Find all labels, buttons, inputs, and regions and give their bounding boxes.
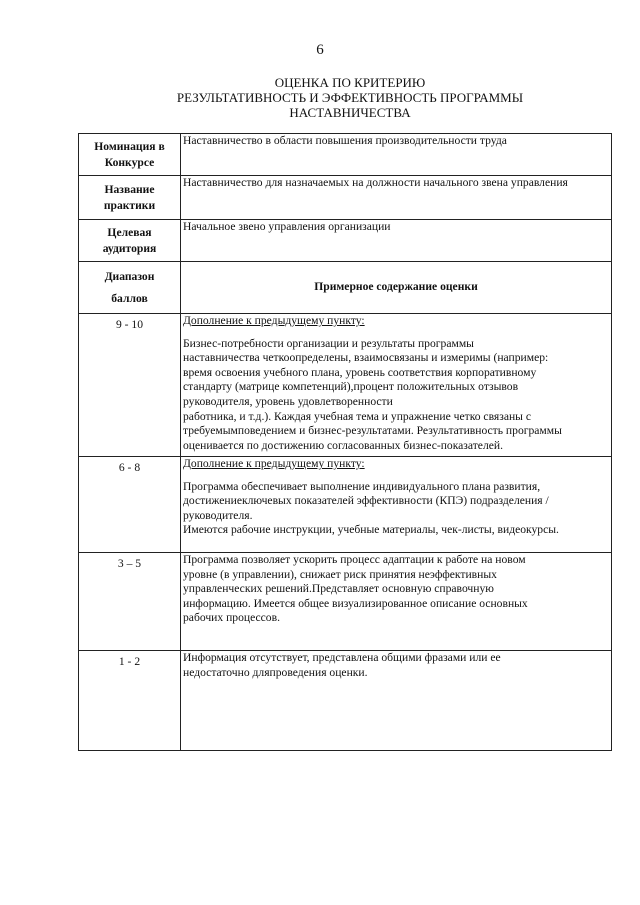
text-line: оценивается по достижению согласованных бизнес-показателей. <box>183 438 503 452</box>
text-line: Бизнес-потребности организации и результаты программы <box>183 336 474 350</box>
score-row-1-2 <box>79 651 612 751</box>
audience-label-line1: Целевая <box>107 225 152 239</box>
text-line: руководителя. <box>183 508 253 522</box>
document-title <box>100 75 600 120</box>
score-description-9-10 <box>181 314 612 457</box>
score-range-3-5: 3 – 5 <box>79 553 181 651</box>
text-line: уровне (в управлении), снижает риск принятия неэффективных <box>183 567 497 581</box>
nomination-value: Наставничество в области повышения производительности труда <box>181 134 612 176</box>
score-description-6-8 <box>181 457 612 553</box>
addition-note: Дополнение к предыдущему пункту: <box>183 457 365 470</box>
nomination-label-line2: Конкурсе <box>104 155 155 169</box>
range-header-line2: баллов <box>111 291 148 305</box>
text-line: руководителя, уровень удовлетворенности <box>183 394 393 408</box>
text-line: рабочих процессов. <box>183 611 280 625</box>
text-line: Программа позволяет ускорить процесс адаптации к работе на новом <box>183 553 526 566</box>
content-header: Примерное содержание оценки <box>181 262 612 314</box>
range-header-line1: Диапазон <box>104 269 155 283</box>
score-range-6-8: 6 - 8 <box>79 457 181 553</box>
info-row-audience <box>79 220 612 262</box>
text-line: Информация отсутствует, представлена общими фразами или ее <box>183 651 501 664</box>
score-range-9-10: 9 - 10 <box>79 314 181 457</box>
practice-label-line2: практики <box>103 198 156 212</box>
addition-note: Дополнение к предыдущему пункту: <box>183 314 365 327</box>
text-line: время освоения учебного плана, уровень соответствия корпоративному <box>183 365 537 379</box>
practice-value: Наставничество для назначаемых на должности начального звена управления <box>181 176 612 220</box>
text-line: Программа обеспечивает выполнение индивидуального плана развития, <box>183 479 541 493</box>
text-line: Имеются рабочие инструкции, учебные материалы, чек-листы, видеокурсы. <box>183 523 559 537</box>
text-line: управленческих решений.Представляет основную справочную <box>183 582 494 596</box>
nomination-label-line1: Номинация в <box>94 139 165 153</box>
audience-label-line2: аудитория <box>102 241 157 255</box>
score-row-3-5 <box>79 553 612 651</box>
practice-label <box>79 176 181 220</box>
audience-label <box>79 220 181 262</box>
text-line: наставничества четкоопределены, взаимосвязаны и измеримы (например: <box>183 351 549 365</box>
text-line: информацию. Имеется общее визуализированное описание основных <box>183 596 528 610</box>
score-range-1-2: 1 - 2 <box>79 651 181 751</box>
title-line-2: РЕЗУЛЬТАТИВНОСТЬ И ЭФФЕКТИВНОСТЬ ПРОГРАММЫ <box>176 90 524 105</box>
text-line: требуемымповедением и бизнес-результатами. Результативность программы <box>183 424 562 438</box>
page-number: 6 <box>316 42 324 58</box>
score-row-6-8 <box>79 457 612 553</box>
text-line: стандарту (матрице компетенций),процент положительных отзывов <box>183 380 519 394</box>
practice-label-line1: Название <box>104 182 155 196</box>
table-header-row <box>79 262 612 314</box>
text-line: недостаточно дляпроведения оценки. <box>183 665 368 679</box>
score-description-1-2 <box>181 651 612 751</box>
range-header <box>79 262 181 314</box>
text-line: достижениеключевых показателей эффективности (КПЭ) подразделения / <box>183 494 549 508</box>
title-line-3: НАСТАВНИЧЕСТВА <box>289 105 411 120</box>
score-description-3-5 <box>181 553 612 651</box>
title-line-1: ОЦЕНКА ПО КРИТЕРИЮ <box>274 75 426 90</box>
info-row-nomination <box>79 134 612 176</box>
text-line: работника, и т.д.). Каждая учебная тема и упражнение четко связаны с <box>183 409 531 423</box>
nomination-label <box>79 134 181 176</box>
score-row-9-10 <box>79 314 612 457</box>
criteria-table <box>78 133 612 751</box>
audience-value: Начальное звено управления организации <box>181 220 612 262</box>
info-row-practice <box>79 176 612 220</box>
